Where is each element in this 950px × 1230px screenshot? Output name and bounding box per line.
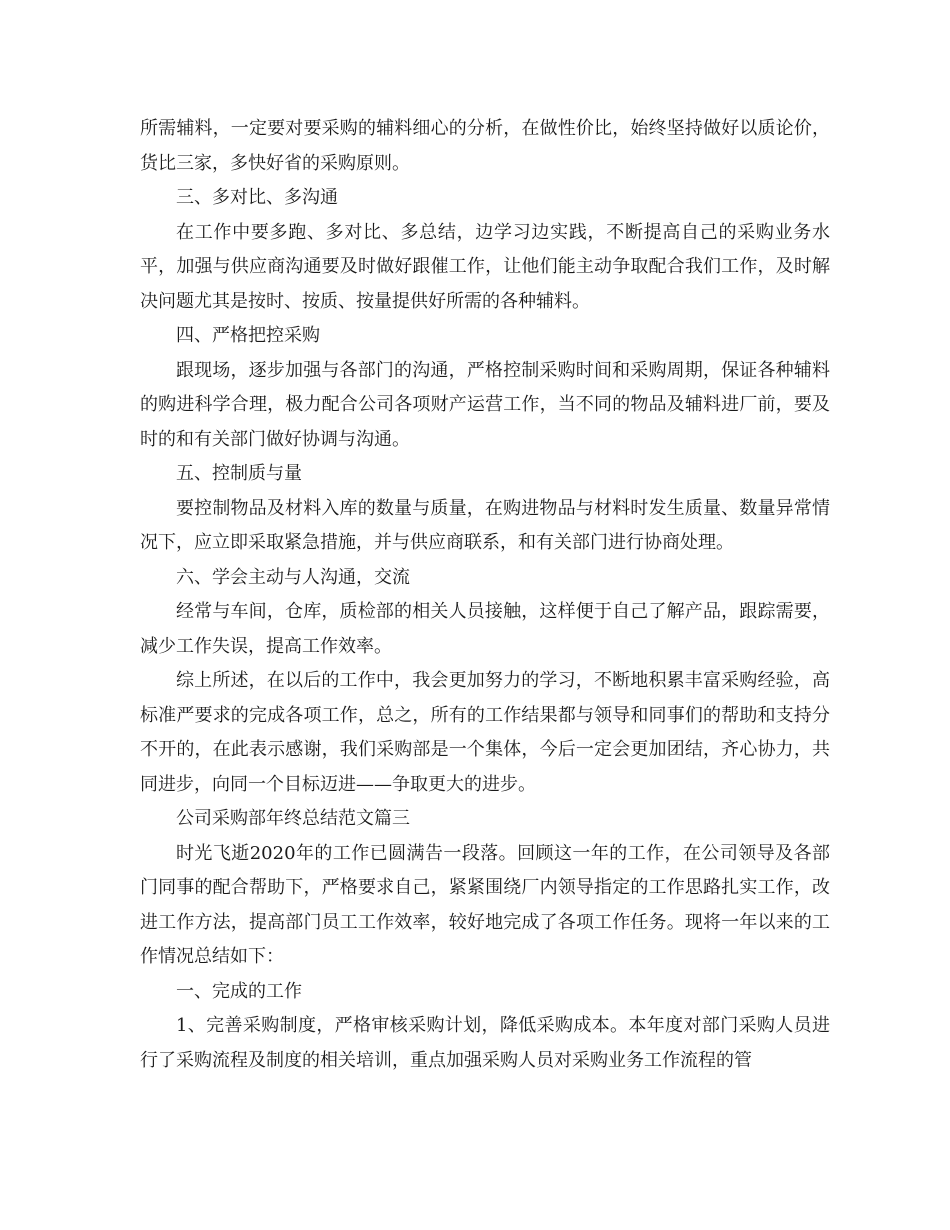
paragraph: 综上所述，在以后的工作中，我会更加努力的学习，不断地积累丰富采购经验，高标准严要求的完成各项工作，总之，所有的工作结果都与领导和同事们的帮助和支持分不开的，在此表示感谢，我们采购部是一个集体，今后一定会更加团结，齐心协力，共同进步，向同一个目标迈进——争取更大的进步。 [140, 670, 830, 795]
paragraph: 时光飞逝2020年的工作已圆满告一段落。回顾这一年的工作，在公司领导及各部门同事的配合帮助下，严格要求自己，紧紧围绕厂内领导指定的工作思路扎实工作，改进工作方法，提高部门员工工作效率，较好地完成了各项工作任务。现将一年以来的工作情况总结如下： [140, 842, 830, 967]
paragraph: 所需辅料，一定要对要采购的辅料细心的分析，在做性价比，始终坚持做好以质论价，货比三家，多快好省的采购原则。 [140, 118, 830, 174]
section-heading: 五、控制质与量 [176, 463, 302, 484]
section-heading: 六、学会主动与人沟通，交流 [176, 566, 410, 588]
section-heading: 一、完成的工作 [176, 980, 302, 1002]
paragraph: 在工作中要多跑、多对比、多总结，边学习边实践，不断提高自己的采购业务水平，加强与供应商沟通要及时做好跟催工作，让他们能主动争取配合我们工作，及时解决问题尤其是按时、按质、按量提供好所需的各种辅料。 [140, 221, 830, 312]
paragraph: 跟现场，逐步加强与各部门的沟通，严格控制采购时间和采购周期，保证各种辅料的购进科学合理，极力配合公司各项财产运营工作，当不同的物品及辅料进厂前，要及时的和有关部门做好协调与沟通。 [140, 359, 830, 450]
paragraph: 1、完善采购制度，严格审核采购计划，降低采购成本。本年度对部门采购人员进行了采购流程及制度的相关培训，重点加强采购人员对采购业务工作流程的管 [140, 1015, 830, 1071]
section-heading: 三、多对比、多沟通 [176, 187, 338, 208]
article-title: 公司采购部年终总结范文篇三 [176, 808, 410, 829]
paragraph: 经常与车间，仓库，质检部的相关人员接触，这样便于自己了解产品，跟踪需要，减少工作失误，提高工作效率。 [140, 601, 830, 657]
section-heading: 四、严格把控采购 [176, 325, 320, 346]
paragraph: 要控制物品及材料入库的数量与质量，在购进物品与材料时发生质量、数量异常情况下，应立即采取紧急措施，并与供应商联系，和有关部门进行协商处理。 [140, 497, 830, 553]
document-page [140, 112, 830, 1078]
